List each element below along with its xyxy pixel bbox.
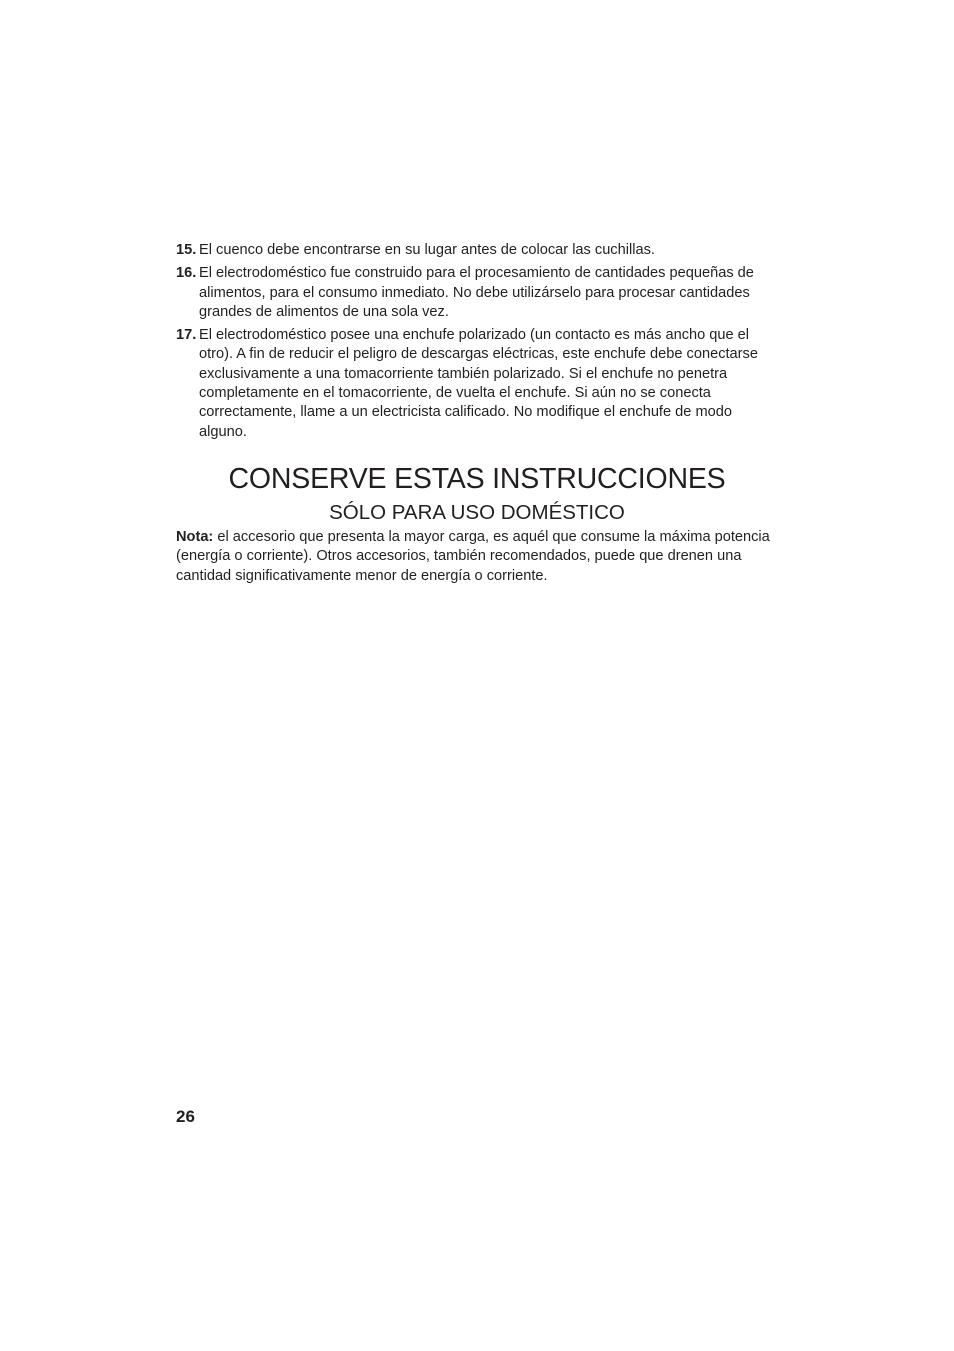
- safety-instructions-list: [176, 241, 776, 446]
- list-item-text: El electrodoméstico fue construido para el procesamiento de cantidades pequeñas de alimentos, para el consumo inmediato. No debe utilizárselo para procesar cantidades grandes de alimentos de una sola vez.: [199, 265, 754, 320]
- list-item: [176, 326, 776, 442]
- list-item-text: El cuenco debe encontrarse en su lugar antes de colocar las cuchillas.: [199, 242, 655, 258]
- note-text: el accesorio que presenta la mayor carga, es aquél que consume la máxima potencia (energía o corriente). Otros accesorios, también recomendados, puede que drenen una cantidad significativamente menor de energía o corriente.: [176, 529, 770, 584]
- note-label: Nota:: [176, 529, 214, 545]
- note-paragraph: [176, 528, 776, 586]
- list-item: [176, 241, 776, 260]
- page-title: CONSERVE ESTAS INSTRUCCIONES: [228, 463, 726, 495]
- list-item-number: 17.: [176, 327, 197, 344]
- page-subtitle: SÓLO PARA USO DOMÉSTICO: [329, 501, 625, 524]
- list-item-text: El electrodoméstico posee una enchufe polarizado (un contacto es más ancho que el otro). A fin de reducir el peligro de descargas eléctricas, este enchufe debe conectarse exclusivamente a una tomacorriente también polarizado. Si el enchufe no penetra completamente en el tomacorriente, de vuelta el enchufe. Si aún no se conecta correctamente, llame a un electricista calificado. No modifique el enchufe de modo alguno.: [199, 327, 758, 440]
- list-item: [176, 264, 776, 322]
- page-number: 26: [176, 1107, 195, 1126]
- list-item-number: 15.: [176, 242, 197, 258]
- list-item-number: 16.: [176, 265, 197, 282]
